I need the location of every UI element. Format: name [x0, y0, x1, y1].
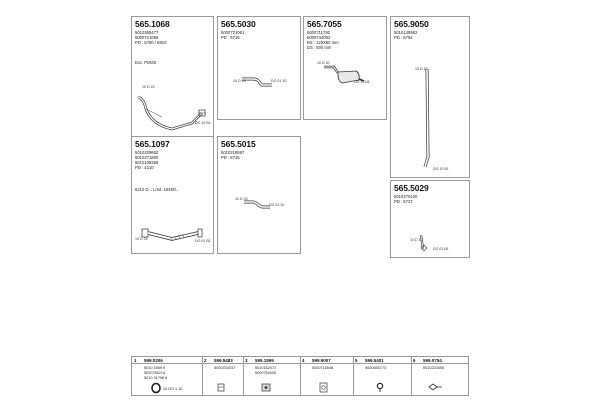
silencer-drawing [304, 17, 388, 121]
callout-label: 10 D 30 [235, 197, 248, 201]
accessory-ref: 5000754000 [255, 371, 277, 375]
part-panel-565-5015[interactable] [217, 136, 301, 254]
part-spec: PD : 6715 [221, 155, 240, 160]
part-ref: 5010149982 [394, 30, 418, 35]
part-ref: 5010365477 [135, 30, 159, 35]
part-panel-565-5030[interactable] [217, 16, 301, 120]
callout-label: 10 DO 1 10 [163, 387, 183, 391]
part-ref: 5000711792 [307, 30, 330, 35]
part-spec: PD : 6784 [394, 35, 413, 40]
hanger-icon [300, 357, 353, 397]
bracket-icon [202, 357, 243, 397]
part-number: 565.5029 [394, 183, 429, 193]
part-number: 565.5030 [221, 19, 256, 29]
accessory-index: 4 [302, 358, 305, 363]
accessory-number: 599.5401 [365, 358, 384, 363]
part-ref: 5000721081 [221, 30, 245, 35]
part-spec: BS : 125X60 mm [307, 40, 339, 45]
callout-label: DO 01 30 [269, 203, 285, 207]
callout-label: DO 10 B1 [195, 121, 211, 125]
part-spec: DS : 500 mm [307, 45, 332, 50]
part-ref: 5000744082 [307, 35, 331, 40]
part-number: 565.5015 [221, 139, 256, 149]
part-panel-565-7055[interactable] [303, 16, 387, 120]
callout-label: 10 D 24 [135, 237, 148, 241]
callout-label: 10 D 24 [142, 85, 155, 89]
part-panel-565-9050[interactable] [390, 16, 470, 178]
part-note: Exc. PDMS [135, 60, 157, 65]
accessory-ref: 5000754037 [214, 366, 236, 370]
accessory-index: 3 [245, 358, 248, 363]
part-number: 565.1068 [135, 19, 170, 29]
accessory-ref: 5000786214 [144, 371, 166, 375]
accessory-number: 599.9007 [312, 358, 331, 363]
part-number: 565.7055 [307, 19, 342, 29]
callout-label: DO 01 B1 [195, 239, 211, 243]
accessory-cell-2[interactable] [202, 357, 243, 397]
accessory-index: 5 [355, 358, 358, 363]
rubber-mount-icon [243, 357, 300, 397]
accessory-cell-4[interactable] [300, 357, 353, 397]
end-pipe-drawing [391, 181, 471, 259]
accessory-cell-6[interactable] [411, 357, 470, 397]
accessory-ref: 5000715548 [312, 366, 334, 370]
accessory-number: 599.5483 [214, 358, 233, 363]
part-ref: 5000721058 [135, 35, 159, 40]
part-ref: 5010271800 [135, 155, 159, 160]
part-spec: PD : 6716 [221, 35, 240, 40]
accessory-ref: 5010152072 [255, 366, 277, 370]
accessory-ref: 5010 31798 8 [144, 376, 168, 380]
part-ref: 5010229682 [135, 150, 159, 155]
accessory-cell-5[interactable] [353, 357, 411, 397]
part-panel-565-5029[interactable] [390, 180, 470, 258]
tail-pipe-drawing [391, 17, 471, 179]
part-number: 565.9050 [394, 19, 429, 29]
accessory-ref: 5000655773 [365, 366, 387, 370]
callout-label: 10 D 10 [410, 238, 423, 242]
accessory-cell-3[interactable] [243, 357, 300, 397]
accessory-ref: 5010223455 [423, 366, 445, 370]
part-panel-565-1097[interactable] [131, 136, 214, 254]
accessory-index: 1 [134, 358, 137, 363]
accessory-strip [131, 356, 469, 396]
part-note: 6210 D... Lmd. 1646D... [135, 187, 180, 192]
callout-label: DO 01 B1 [433, 247, 449, 251]
callout-label: 10 D 10 [415, 67, 428, 71]
intermediate-pipe-drawing [218, 17, 302, 121]
part-spec: PD : 4210 [135, 165, 154, 170]
accessory-cell-1[interactable] [132, 357, 202, 397]
part-panel-565-1068[interactable] [131, 16, 214, 150]
accessory-index: 6 [413, 358, 416, 363]
accessory-ref: 5010 4589 9 [144, 366, 166, 370]
accessory-number: 599.0754 [423, 358, 442, 363]
part-spec: PD : 6780 / 6810 [135, 40, 167, 45]
bolt-icon [353, 357, 411, 397]
accessory-number: 599.0206 [144, 358, 163, 363]
clamp-icon [411, 357, 470, 397]
callout-label: 10 D 30 [317, 61, 330, 65]
part-ref: 5010108288 [135, 160, 159, 165]
accessory-index: 2 [204, 358, 207, 363]
part-spec: PD : 6727 [394, 199, 413, 204]
callout-label: 10 D 30 [233, 79, 246, 83]
part-ref: 5010270100 [394, 194, 418, 199]
callout-label: DO 10 B1 [433, 167, 449, 171]
part-number: 565.1097 [135, 139, 170, 149]
callout-label: DO 10 B1 [354, 80, 370, 84]
accessory-number: 599.1599 [255, 358, 274, 363]
front-pipe-drawing [132, 17, 215, 151]
middle-pipe-drawing [218, 137, 302, 255]
callout-label: DO 01 30 [271, 79, 287, 83]
part-ref: 5010218597 [221, 150, 245, 155]
